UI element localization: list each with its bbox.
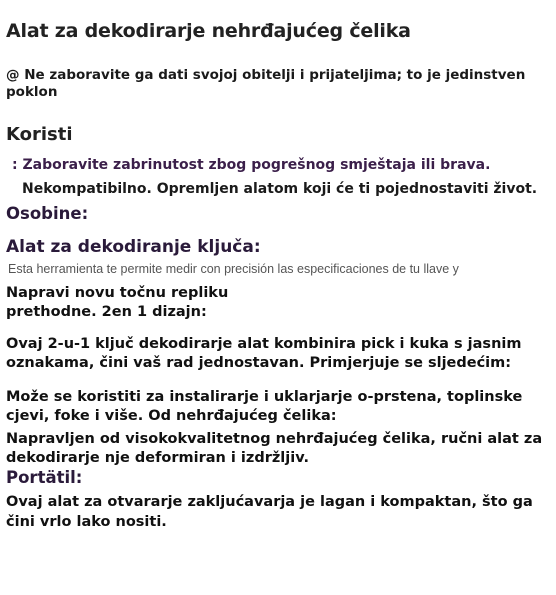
benefits-heading: Koristi: [6, 124, 73, 145]
page-title: Alat za dekodirarje nehrđajućeg čelika: [6, 20, 411, 42]
replica-text: Napravi novu točnu repliku prethodne. 2en 1 dizajn:: [6, 285, 229, 320]
benefit-item-2: Nekompatibilno. Opremljen alatom koji će ti pojednostaviti život.: [22, 181, 538, 197]
intro-text: @ Ne zaboravite ga dati svojoj obitelji i prijateljima; to je jedinstven poklon: [6, 67, 526, 100]
paragraph-material: Napravljen od visokokvalitetnog nehrđajućeg čelika, ručni alat za dekodirarje nje deformiran i izdržljiv.: [6, 431, 543, 466]
tool-heading: Alat za dekodiranje ključa:: [6, 237, 261, 257]
benefit-item-1: : Zaboravite zabrinutost zbog pogrešnog smještaja ili brava.: [12, 157, 491, 173]
portable-heading: Portätil:: [6, 468, 83, 487]
features-heading: Osobine:: [6, 204, 89, 223]
paragraph-usage: Može se koristiti za instalirarje i uklarjarje o-prstena, toplinske cjevi, foke i više. Od nehrđajućeg čelika:: [6, 389, 523, 424]
paragraph-portable: Ovaj alat za otvararje zakljućavarja je lagan i kompaktan, što ga čini vrlo lako nositi.: [6, 494, 533, 530]
spanish-description: Esta herramienta te permite medir con precisión las especificaciones de tu llave y: [8, 262, 459, 276]
paragraph-keyfunction: Ovaj 2-u-1 ključ dekodirarje alat kombinira pick i kuka s jasnim oznakama, čini vaš rad jednostavan. Primjerjuje se sljedećim:: [6, 336, 522, 371]
